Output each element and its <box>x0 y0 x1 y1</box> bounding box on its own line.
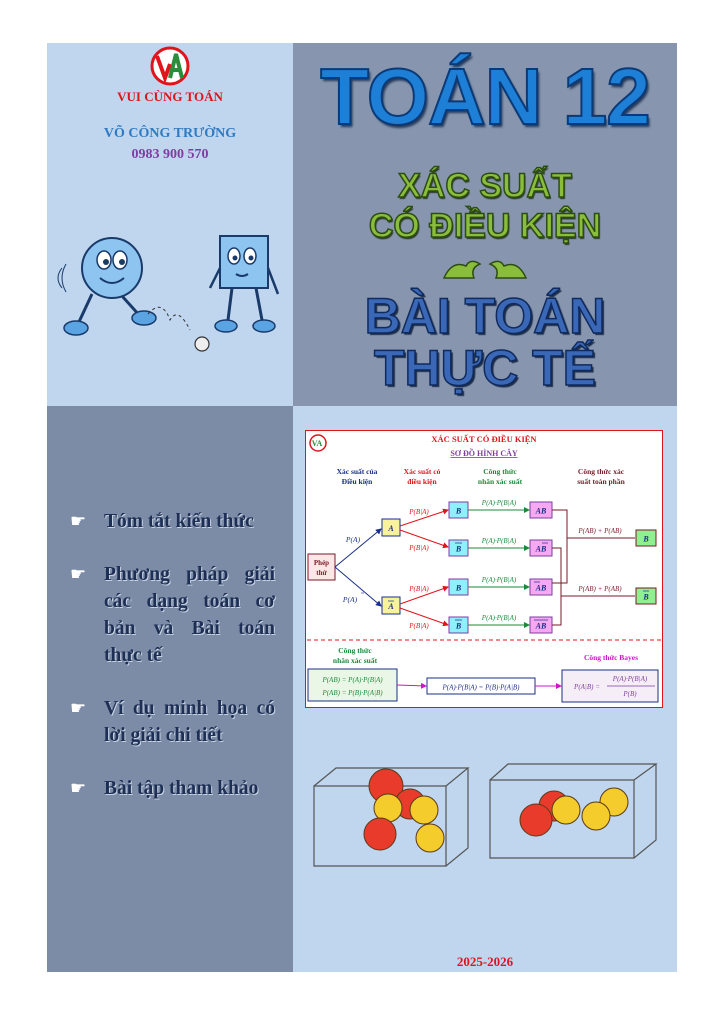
subtitle-line-2: CÓ ĐIỀU KIỆN <box>368 207 602 245</box>
mult-formula: P(A)·P(B|A) <box>481 499 517 507</box>
svg-text:B: B <box>455 583 462 593</box>
contents-list <box>70 508 275 828</box>
node-Abar-Bbar <box>530 617 552 633</box>
prob-A: P(A) <box>345 535 361 544</box>
node-B-bar <box>449 540 468 556</box>
node-B-total <box>636 530 656 546</box>
pointing-hand-icon: ☛ <box>70 698 87 718</box>
svg-text:Phép: Phép <box>313 559 330 567</box>
ornament-birds-icon <box>440 254 530 284</box>
col-header: điều kiện <box>407 477 437 486</box>
ball-character-icon <box>58 238 156 335</box>
col-header: suất toàn phần <box>577 477 625 486</box>
cond-prob: P(B|A) <box>409 585 429 593</box>
list-item: ☛ Ví dụ minh họa có lời giải chi tiết <box>70 695 275 749</box>
svg-text:P(AB) = P(A)·P(B|A): P(AB) = P(A)·P(B|A) <box>322 676 383 684</box>
balls-box-2 <box>520 788 628 836</box>
node-B <box>449 579 468 595</box>
svg-text:A: A <box>388 602 394 611</box>
svg-text:AB: AB <box>535 544 547 554</box>
svg-text:AB: AB <box>535 583 547 593</box>
node-B <box>449 502 468 518</box>
col-header: Điều kiện <box>341 477 373 486</box>
pointing-hand-icon: ☛ <box>70 778 87 798</box>
boxes-with-balls-illustration <box>310 760 660 870</box>
svg-text:B: B <box>455 544 462 554</box>
svg-text:thử: thử <box>316 569 327 577</box>
total-prob-B: P(AB) + P(AB) <box>578 527 622 535</box>
list-item: ☛ Tóm tắt kiến thức <box>70 508 275 535</box>
node-AB <box>530 502 552 518</box>
col-header: Công thức <box>483 467 517 476</box>
mult-formula: P(A)·P(B|A) <box>481 614 517 622</box>
list-item: ☛ Bài tập tham khảo <box>70 775 275 802</box>
subtitle-line-4: THỰC TẾ <box>373 340 597 396</box>
svg-text:AB: AB <box>535 506 547 516</box>
probability-tree-diagram <box>305 430 663 708</box>
mult-formula: P(A)·P(B|A) <box>481 537 517 545</box>
node-AB-bar <box>530 540 552 556</box>
svg-text:P(A|B) =: P(A|B) = <box>574 683 600 691</box>
main-title: TOÁN 12 <box>320 52 650 141</box>
total-prob-B-bar: P(AB) + P(AB) <box>578 585 622 593</box>
bayes-title: Công thức Bayes <box>583 653 639 662</box>
node-Abar-B <box>530 579 552 595</box>
col-header: nhân xác suất <box>477 477 523 486</box>
cond-prob: P(B|A) <box>409 508 429 516</box>
node-B-bar <box>449 617 468 633</box>
mult-formula: P(A)·P(B|A) <box>481 576 517 584</box>
subtitle-line-1: XÁC SUẤT <box>398 167 572 205</box>
formula-group-title: nhân xác suất <box>332 656 378 665</box>
svg-text:AB: AB <box>535 621 547 631</box>
brand-logo-icon <box>148 46 192 86</box>
pointing-hand-icon: ☛ <box>70 511 87 531</box>
col-header: Công thức xác <box>577 467 625 476</box>
node-B-bar-total <box>636 588 656 604</box>
svg-text:B: B <box>455 621 462 631</box>
col-header: Xác suất của <box>336 467 378 476</box>
diagram-title: XÁC SUẤT CÓ ĐIỀU KIỆN <box>431 434 537 444</box>
pointing-hand-icon: ☛ <box>70 564 87 584</box>
cond-prob: P(B|A) <box>409 544 429 552</box>
diagram-subtitle: SƠ ĐỒ HÌNH CÂY <box>450 449 518 458</box>
svg-text:B: B <box>455 506 462 516</box>
cartoon-characters-illustration <box>52 228 288 358</box>
svg-text:P(B): P(B) <box>623 690 637 698</box>
svg-text:A: A <box>388 524 394 533</box>
list-item: ☛ Phương pháp giải các dạng toán cơ bản và Bài toán thực tế <box>70 561 275 669</box>
svg-text:P(AB) = P(B)·P(A|B): P(AB) = P(B)·P(A|B) <box>322 689 383 697</box>
svg-text:P(A)·P(B|A): P(A)·P(B|A) <box>612 675 648 683</box>
prob-A-bar: P(A) <box>342 595 358 604</box>
dice-icon <box>195 337 209 351</box>
svg-text:P(A)·P(B|A) = P(B)·P(A|B): P(A)·P(B|A) = P(B)·P(A|B) <box>442 683 520 692</box>
brand-name: VUI CÙNG TOÁN <box>117 89 223 104</box>
subtitle-line-3: BÀI TOÁN <box>364 288 606 344</box>
author-name: VÕ CÔNG TRƯỜNG <box>103 126 237 141</box>
author-phone: 0983 900 570 <box>131 147 209 162</box>
col-header: Xác suất có <box>403 467 441 476</box>
svg-text:VA: VA <box>311 439 323 448</box>
formula-group-title: Công thức <box>338 646 372 655</box>
svg-text:B: B <box>643 534 649 544</box>
cond-prob: P(B|A) <box>409 622 429 630</box>
balls-box-1 <box>364 769 444 852</box>
school-year: 2025-2026 <box>456 954 514 969</box>
svg-text:B: B <box>643 592 649 602</box>
cube-character-icon <box>210 236 278 332</box>
